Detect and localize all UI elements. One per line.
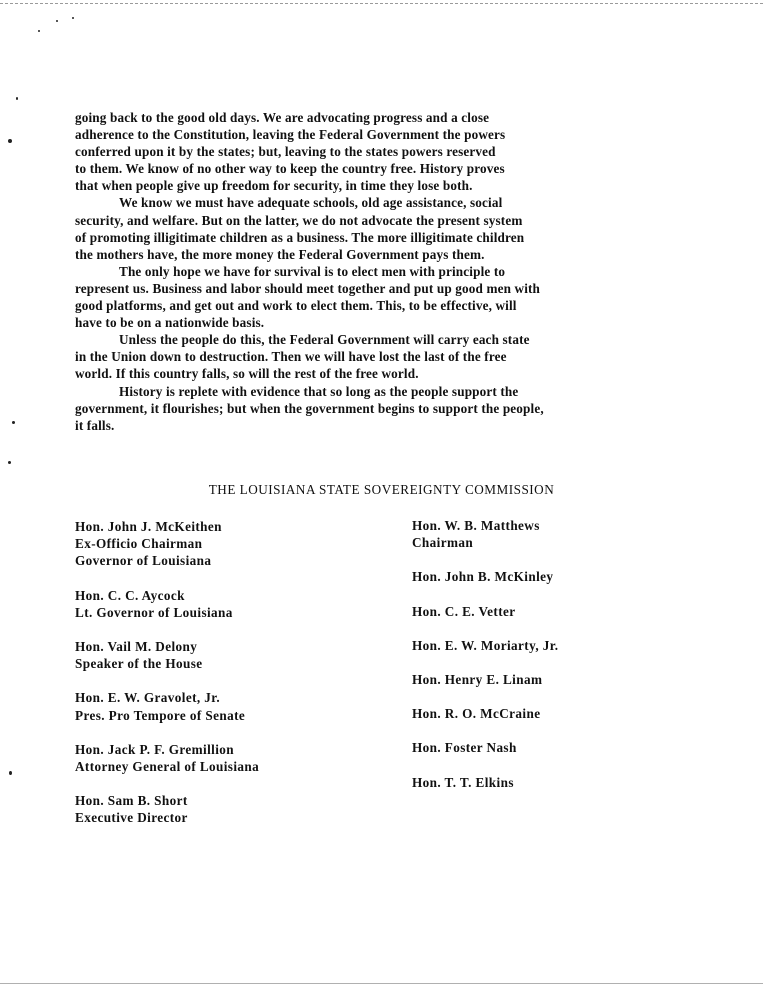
paragraph-line: We know we must have adequate schools, old age assistance, social	[119, 195, 503, 211]
member-title: Governor of Louisiana	[75, 553, 212, 569]
commission-member	[75, 587, 259, 621]
member-title: Attorney General of Louisiana	[75, 759, 260, 775]
commission-member	[412, 671, 559, 688]
scan-speck	[8, 139, 12, 143]
page-bottom-edge	[0, 983, 763, 984]
member-title: Lt. Governor of Louisiana	[75, 604, 233, 620]
paragraph-line: represent us. Business and labor should meet together and put up good men with	[75, 280, 541, 296]
page-top-edge	[0, 3, 763, 4]
scan-speck	[8, 461, 11, 464]
member-title: Ex-Officio Chairman	[75, 536, 203, 552]
commission-member	[412, 774, 559, 791]
commission-member	[412, 517, 559, 551]
commission-member	[412, 603, 559, 620]
paragraph-line: conferred upon it by the states; but, leaving to the states powers reserved	[75, 144, 496, 160]
member-name: Hon. W. B. Matthews	[412, 518, 540, 533]
member-name: Hon. R. O. McCraine	[412, 706, 541, 722]
paragraph-line: that when people give up freedom for security, in time they lose both.	[75, 178, 473, 194]
paragraph-line: security, and welfare. But on the latter, we do not advocate the present system	[75, 212, 523, 228]
member-name: Hon. T. T. Elkins	[412, 774, 514, 790]
paragraph-line: The only hope we have for survival is to elect men with principle to	[119, 263, 506, 279]
member-name: Hon. Sam B. Short	[75, 793, 188, 809]
paragraph-line: adherence to the Constitution, leaving the Federal Government the powers	[75, 127, 506, 143]
member-title: Pres. Pro Tempore of Senate	[75, 707, 246, 723]
member-name: Hon. Jack P. F. Gremillion	[75, 741, 235, 757]
commission-member	[412, 568, 559, 585]
paragraph-line: good platforms, and get out and work to elect them. This, to be effective, will	[75, 298, 517, 314]
paragraph-line: world. If this country falls, so will the rest of the free world.	[75, 366, 419, 382]
scan-speck	[56, 20, 58, 22]
scan-speck	[12, 421, 15, 424]
member-name: Hon. E. W. Gravolet, Jr.	[75, 690, 221, 706]
member-name: Hon. John J. McKeithen	[75, 519, 222, 534]
paragraph-line: History is replete with evidence that so long as the people support the	[119, 383, 519, 399]
commission-member	[412, 705, 559, 722]
paragraph-line: to them. We know of no other way to keep the country free. History proves	[75, 161, 505, 177]
commission-member	[75, 518, 259, 570]
paragraph-line: of promoting illigitimate children as a business. The more illigitimate children	[75, 229, 525, 245]
commission-member	[412, 739, 559, 756]
member-title: Speaker of the House	[75, 656, 203, 672]
commission-member	[75, 792, 259, 826]
commission-member	[75, 689, 259, 723]
scan-speck	[72, 17, 74, 19]
paragraph-line: the mothers have, the more money the Federal Government pays them.	[75, 246, 485, 262]
member-name: Hon. Henry E. Linam	[412, 672, 543, 688]
member-title: Chairman	[412, 535, 474, 551]
paragraph-line: going back to the good old days. We are advocating progress and a close	[75, 110, 490, 125]
member-name: Hon. Vail M. Delony	[75, 639, 198, 655]
scan-speck	[16, 97, 18, 100]
paragraph-line: government, it flourishes; but when the government begins to support the people,	[75, 400, 544, 416]
member-title: Executive Director	[75, 810, 188, 826]
paragraph-line: in the Union down to destruction. Then we will have lost the last of the free	[75, 349, 507, 365]
paragraph-line: Unless the people do this, the Federal Government will carry each state	[119, 332, 530, 348]
paragraph-line: it falls.	[75, 417, 115, 433]
commission-members-right	[412, 517, 559, 808]
member-name: Hon. C. E. Vetter	[412, 603, 516, 619]
member-name: Hon. John B. McKinley	[412, 569, 554, 585]
scan-speck	[9, 771, 12, 775]
commission-member	[412, 637, 559, 654]
member-name: Hon. C. C. Aycock	[75, 587, 185, 603]
body-text	[75, 109, 695, 434]
member-name: Hon. Foster Nash	[412, 740, 517, 756]
commission-member	[75, 741, 259, 775]
commission-title: THE LOUISIANA STATE SOVEREIGNTY COMMISSION	[208, 482, 555, 497]
scan-speck	[38, 30, 40, 32]
member-name: Hon. E. W. Moriarty, Jr.	[412, 637, 559, 653]
commission-member	[75, 638, 259, 672]
commission-members-left	[75, 518, 259, 844]
paragraph-line: have to be on a nationwide basis.	[75, 315, 265, 331]
